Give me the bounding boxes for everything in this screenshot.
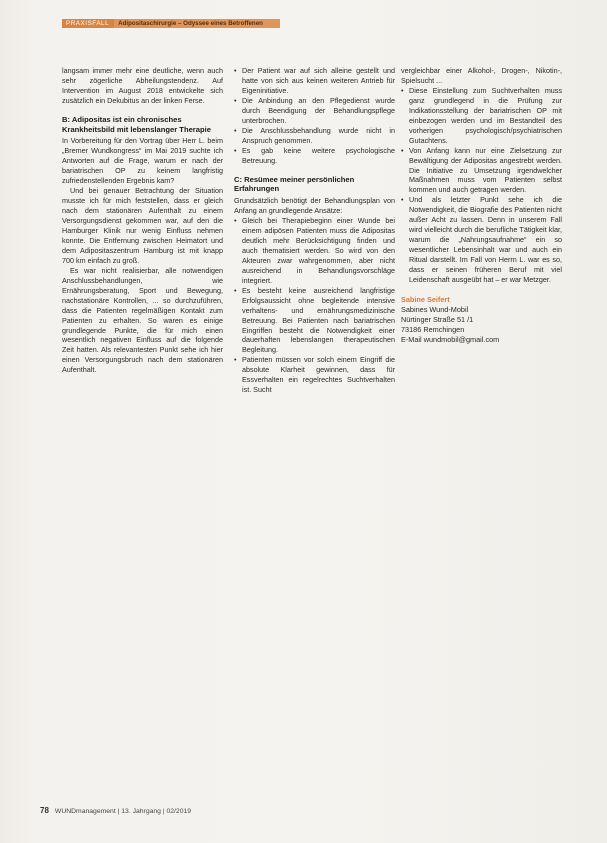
author-email: E-Mail wundmobil@gmail.com [401,334,500,344]
header-category: PRAXISFALL [62,19,114,28]
paragraph: Es war nicht realisierbar, alle notwendigen Anschlussbehandlungen, wie Ernährungsberatung, Sport und Bewegung, nachstationäre Kontrollen, ... so durchzuführen, dass die Patienten regelmäßigen Kontakt zum Patienten zu erhalten. So waren es einige grundlegende Punkte, die für mich einen wesentlich negativen Einfluss auf die folgende Zeit hatten. Als relevantesten Punkt sehe ich hier einen Versorgungsbruch nach dem stationären Aufenthalt. [62,265,223,375]
list-item: • Gleich bei Therapiebeginn einer Wunde bei einem adipösen Patienten muss die Adipositas deutlich mehr Berücksichtigung finden und auch thematisiert werden. So wird von den Akteuren zwar wahrgenommen, aber nicht ausreichend in Behandlungsvorschläge integriert. [234,216,395,286]
paragraph: In Vorbereitung für den Vortrag über Herr L. beim „Bremer Wundkongress“ im Mai 2019 suchte ich Antworten auf die Frage, warum er nach der bariatrischen OP zu keinem langfristig zufriedenstellenden Ergebnis kam? [62,136,223,186]
list-item: • Von Anfang kann nur eine Zielsetzung zur Bewältigung der Adipositas angestrebt werden. Die Initiative zu Umsetzung irgendwelcher Maßnahmen muss vom Patienten selbst kommen und auch getragen werden. [401,146,562,196]
author-block [401,295,562,345]
section-heading-c: C: Resümee meiner persönlichen Erfahrungen [234,174,355,194]
paragraph: langsam immer mehr eine deutliche, wenn auch sehr zögerliche Abheilungstendenz. Auf Intervention im August 2018 entwickelte sich zusätzlich ein Dekubitus an der linken Ferse. [62,66,223,105]
list-item: • Es gab keine weitere psychologische Betreuung. [234,146,395,166]
page-footer [40,806,191,815]
list-item: • Es besteht keine ausreichend langfristige Erfolgsaussicht ohne begleitende intensive verhaltens- und ernährungsmedizinische Betreuung. Bei Patienten nach bariatrischen Eingriffen besteht die Notwendigkeit einer dauerhaften lebenslangen therapeutischen Begleitung. [234,286,395,356]
header-title: Adipositaschirurgie – Odyssee eines Betroffenen [118,20,263,27]
paragraph: Und bei genauer Betrachtung der Situation musste ich für mich feststellen, dass er gleich nach dem stationären Aufenthalt zu einem Versorgungsdienst gekommen war, auf den die Hamburger Klinik nur wenig Einfluss nehmen konnte. Die Entfernung zwischen Heimatort und dem Adipositaszentrum Hamburg ist mit knapp 700 km einfach zu groß. [62,186,223,265]
paragraph: Grundsätzlich benötigt der Behandlungsplan von Anfang an grundlegende Ansätze: [234,196,395,216]
list-item: • Der Patient war auf sich alleine gestellt und hatte von sich aus keinen weiteren Antrieb für Eigeninitiative. [234,66,395,96]
bullet-list [234,216,395,395]
text-column-1 [62,66,223,375]
list-item: • Die Anschlussbehandlung wurde nicht in Anspruch genommen. [234,126,395,146]
bullet-list [234,66,395,166]
bullet-list [401,86,562,285]
author-name: Sabine Seifert [401,294,450,304]
text-column-2 [234,66,395,395]
list-item: • Patienten müssen vor solch einem Eingriff die absolute Klarheit gewinnen, dass für Essverhalten ein regelrechtes Suchtverhalten ist. Sucht [234,355,395,395]
list-item: • Diese Einstellung zum Suchtverhalten muss ganz grundlegend in die Prüfung zur Indikationsstellung der bariatrischen OP mit einbezogen werden und im Bestandteil des vorherigen psychologisch/psychiatrischen Gutachtens. [401,86,562,146]
header-bar [62,19,280,28]
author-city: 73186 Remchingen [401,324,465,334]
author-company: Sabines Wund-Mobil [401,304,469,314]
section-heading-b: B: Adipositas ist ein chronisches Krankheitsbild mit lebenslanger Therapie [62,114,211,134]
publication-info: WUNDmanagement | 13. Jahrgang | 02/2019 [54,808,192,815]
list-item: • Die Anbindung an den Pflegedienst wurde durch Beendigung der Behandlungspflege unterbrochen. [234,96,395,126]
text-column-3 [401,66,562,345]
page-number: 78 [40,806,49,815]
author-street: Nürtinger Straße 51 /1 [401,314,474,324]
list-item: • Und als letzter Punkt sehe ich die Notwendigkeit, die Biografie des Patienten nicht außer Acht zu lassen. Denn in unserem Fall wird vielleicht durch die berufliche Tätigkeit klar, warum die „Nahrungsaufnahme“ ein so wesentlicher Lebensinhalt war und auch ein Ritual darstellt. Im Fall von Herrn L. war es so, dass er seinen früheren Beruf mit viel Leidenschaft ausgeübt hat – er war Metzger. [401,195,562,285]
paragraph: vergleichbar einer Alkohol-, Drogen-, Nikotin-, Spielsucht ... [401,66,562,85]
